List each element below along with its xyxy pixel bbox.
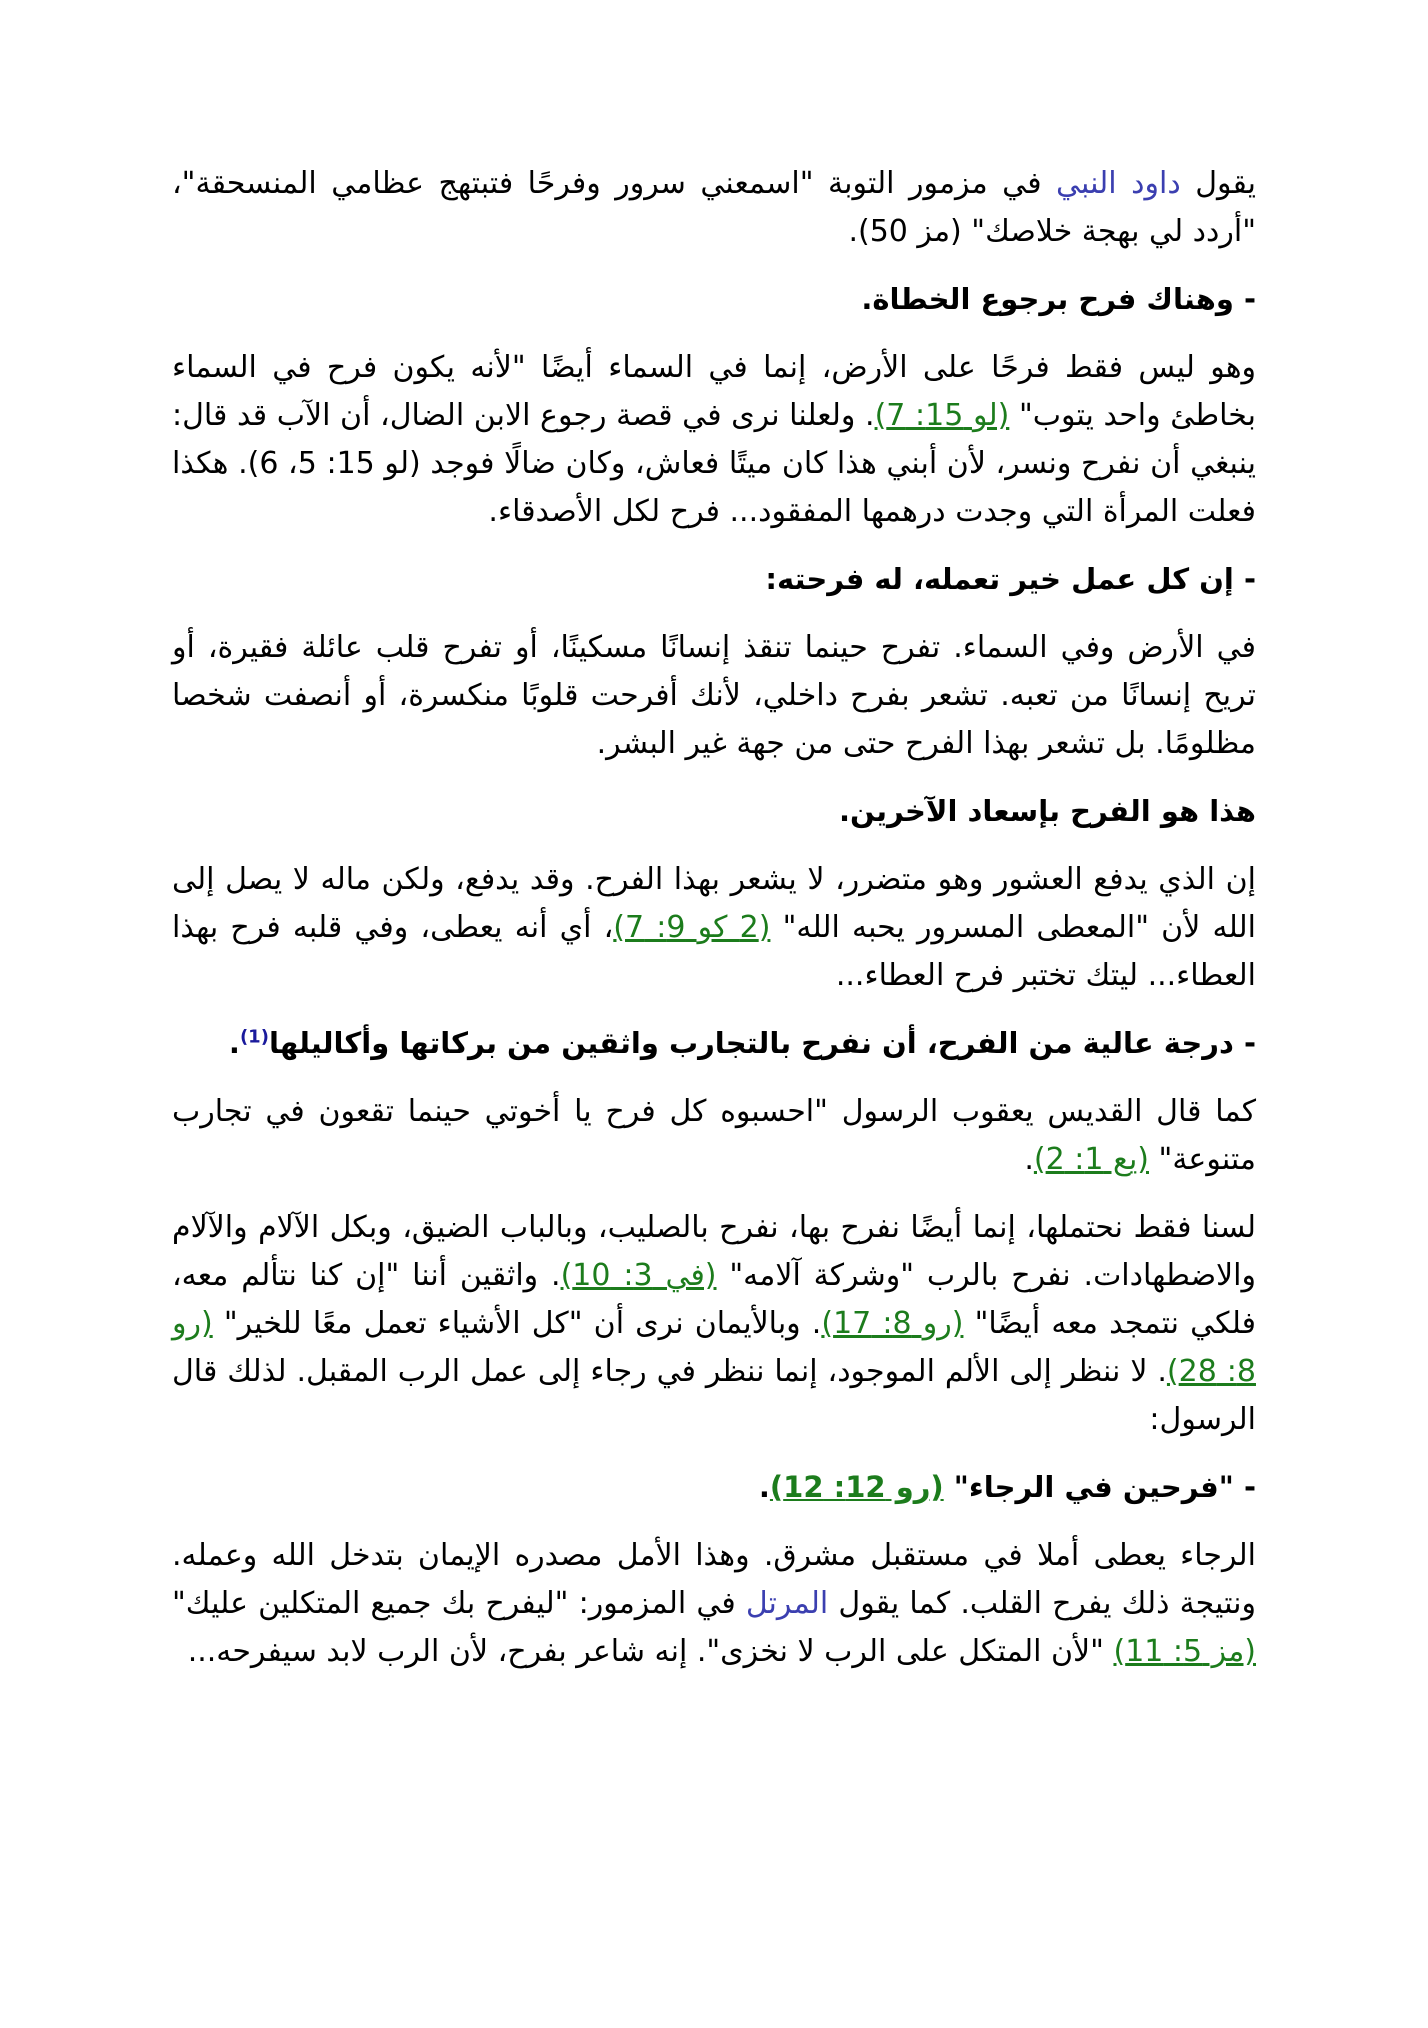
text-run: . واثقين أننا "إن كنا نتألم معه، فلكي نتمجد معه أيضًا" <box>172 1258 1256 1341</box>
section-heading <box>172 788 1256 834</box>
text-run: وهو ليس فقط فرحًا على الأرض، إنما في السماء أيضًا "لأنه يكون فرح في السماء بخاطئ واحد يتوب" <box>172 350 1256 433</box>
footnote-marker[interactable]: (1) <box>239 1026 269 1048</box>
text-run: - وهناك فرح برجوع الخطاة. <box>861 282 1256 316</box>
body-paragraph <box>172 1204 1256 1444</box>
text-run: هذا هو الفرح بإسعاد الآخرين. <box>838 794 1256 828</box>
section-heading <box>172 556 1256 602</box>
scripture-reference-link[interactable]: (رو 8: 28) <box>172 1306 1256 1389</box>
text-run: إن الذي يدفع العشور وهو متضرر، لا يشعر بهذا الفرح. وقد يدفع، ولكن ماله لا يصل إلى الله لأن "المعطى المسرور يحبه الله" <box>172 862 1256 945</box>
text-run: في مزمور التوبة "اسمعني سرور وفرحًا فتبتهج عظامي المنسحقة"، "أردد لي بهجة خلاصك" (مز 50). <box>172 166 1256 249</box>
body-paragraph <box>172 160 1256 256</box>
person-name-link[interactable]: المرتل <box>745 1586 829 1621</box>
person-name-link[interactable]: داود النبي <box>1056 166 1181 201</box>
scripture-reference-link[interactable]: (في 3: 10) <box>560 1258 717 1293</box>
scripture-reference-link[interactable]: (لو 15: 7) <box>874 398 1010 433</box>
text-run: . وبالأيمان نرى أن "كل الأشياء تعمل معًا للخير" <box>212 1306 822 1341</box>
text-run: - درجة عالية من الفرح، أن نفرح بالتجارب واثقين من بركاتها وأكاليلها <box>268 1026 1256 1060</box>
text-run: لسنا فقط نحتملها، إنما أيضًا نفرح بها، نفرح بالصليب، وبالباب الضيق، وبكل الآلام والآلام والاضطهادات. نفرح بالرب "وشركة آلامه" <box>172 1210 1256 1293</box>
text-run: . <box>1024 1142 1034 1177</box>
scripture-reference-link[interactable]: (مز 5: 11) <box>1113 1634 1256 1669</box>
text-run: . <box>228 1026 240 1060</box>
text-run: ، أي أنه يعطى، وفي قلبه فرح بهذا العطاء... ليتك تختبر فرح العطاء... <box>172 910 1256 993</box>
text-run: في الأرض وفي السماء. تفرح حينما تنقذ إنسانًا مسكينًا، أو تفرح قلب عائلة فقيرة، أو تريح إنسانًا من تعبه. تشعر بفرح داخلي، لأنك أفرحت قلوبًا منكسرة، أو أنصفت شخصا مظلومًا. بل تشعر بهذا الفرح حتى من جهة غير البشر. <box>172 630 1256 761</box>
text-run: . <box>758 1470 770 1504</box>
text-run: يقول <box>1180 166 1257 201</box>
document-page <box>172 160 1256 1696</box>
text-run: - إن كل عمل خير تعمله، له فرحته: <box>765 562 1256 596</box>
body-paragraph <box>172 856 1256 1000</box>
text-run: الرجاء يعطى أملا في مستقبل مشرق. وهذا الأمل مصدره الإيمان بتدخل الله وعمله. ونتيجة ذلك يفرح القلب. كما يقول <box>172 1538 1256 1621</box>
section-heading <box>172 1464 1256 1510</box>
body-paragraph <box>172 624 1256 768</box>
section-heading <box>172 276 1256 322</box>
section-heading <box>172 1020 1256 1066</box>
scripture-reference-link[interactable]: (يع 1: 2) <box>1033 1142 1149 1177</box>
body-paragraph <box>172 1088 1256 1184</box>
body-paragraph <box>172 1532 1256 1676</box>
scripture-reference-link[interactable]: (رو 8: 17) <box>821 1306 964 1341</box>
text-run: - "فرحين في الرجاء" <box>943 1470 1256 1504</box>
scripture-reference-link[interactable]: (رو 12: 12) <box>769 1470 944 1504</box>
body-paragraph <box>172 344 1256 536</box>
text-run: . لا ننظر إلى الألم الموجود، إنما ننظر في رجاء إلى عمل الرب المقبل. لذلك قال الرسول: <box>172 1354 1256 1437</box>
text-run: "لأن المتكل على الرب لا نخزى". إنه شاعر بفرح، لأن الرب لابد سيفرحه... <box>187 1634 1114 1669</box>
scripture-reference-link[interactable]: (2 كو 9: 7) <box>613 910 771 945</box>
text-run: . ولعلنا نرى في قصة رجوع الابن الضال، أن الآب قد قال: ينبغي أن نفرح ونسر، لأن أبني هذا كان ميتًا فعاش، وكان ضالًا فوجد (لو 15: 5، 6). هكذا فعلت المرأة التي وجدت درهمها المفقود... فرح لكل الأصدقاء. <box>172 398 1256 529</box>
text-run: كما قال القديس يعقوب الرسول "احسبوه كل فرح يا أخوتي حينما تقعون في تجارب متنوعة" <box>172 1094 1256 1177</box>
text-run: في المزمور: "ليفرح بك جميع المتكلين عليك" <box>172 1586 746 1621</box>
